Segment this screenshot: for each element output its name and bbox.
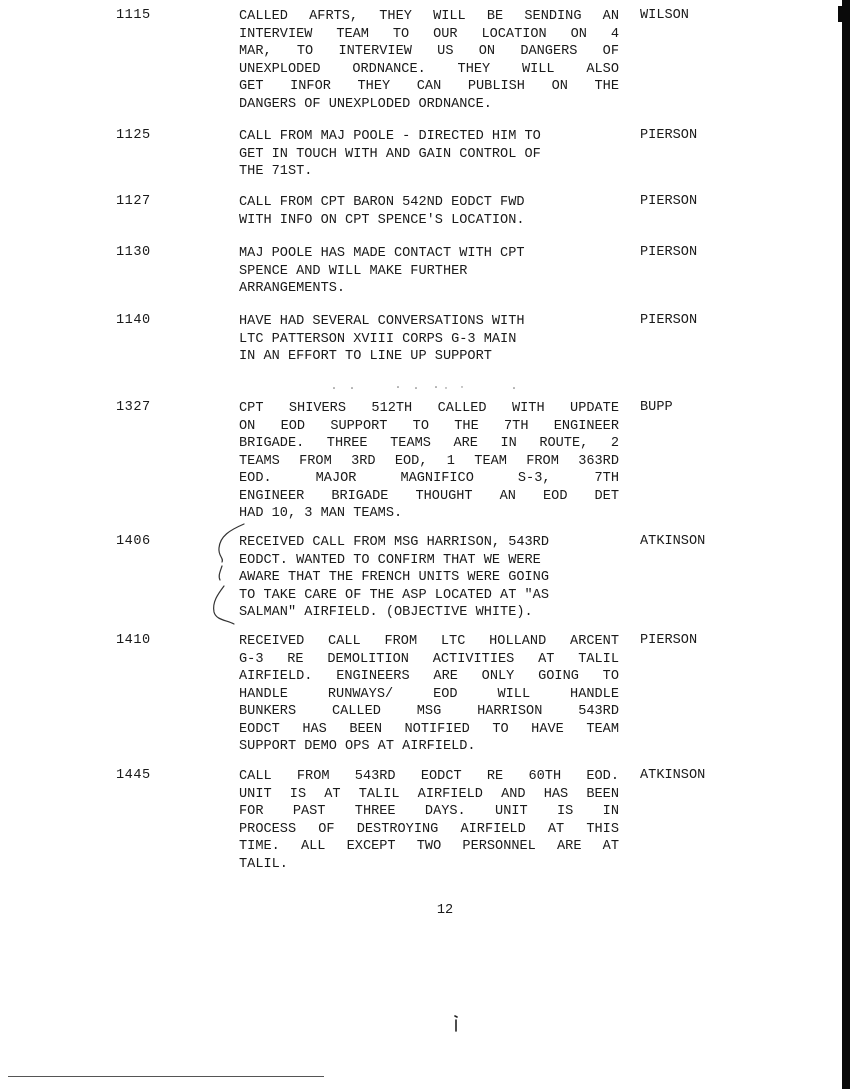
entry-name: ATKINSON (640, 534, 706, 549)
text-line: CPT SHIVERS 512TH CALLED WITH UPDATE (239, 401, 619, 416)
entry-time: 1140 (116, 313, 151, 328)
text-line: MAR, TO INTERVIEW US ON DANGERS OF (239, 44, 619, 59)
text-line: DANGERS OF UNEXPLODED ORDNANCE. (239, 96, 492, 112)
text-line: IN AN EFFORT TO LINE UP SUPPORT (239, 349, 492, 364)
entry-text (239, 194, 619, 229)
text-line: CALL FROM 543RD EODCT RE 60TH EOD. (239, 769, 619, 784)
text-line: INTERVIEW TEAM TO OUR LOCATION ON 4 (239, 26, 619, 42)
text-line: RECEIVED CALL FROM LTC HOLLAND ARCENT (239, 634, 619, 649)
entry-text (239, 313, 619, 366)
entry-text (239, 8, 619, 113)
text-line: CALL FROM CPT BARON 542ND EODCT FWD (239, 195, 525, 210)
entry-name: ATKINSON (640, 768, 706, 783)
text-line: G-3 RE DEMOLITION ACTIVITIES AT TALIL (239, 651, 619, 667)
text-line: AIRFIELD. ENGINEERS ARE ONLY GOING TO (239, 669, 619, 684)
text-line: GET IN TOUCH WITH AND GAIN CONTROL OF (239, 146, 541, 162)
stray-ink-mark (452, 1014, 460, 1034)
entry-time: 1406 (116, 534, 151, 549)
entry-text (239, 400, 619, 523)
text-line: HAVE HAD SEVERAL CONVERSATIONS WITH (239, 314, 525, 329)
text-line: ON EOD SUPPORT TO THE 7TH ENGINEER (239, 418, 619, 434)
text-line: EODCT. WANTED TO CONFIRM THAT WE WERE (239, 552, 541, 568)
entry-time: 1410 (116, 633, 151, 648)
entry-name: PIERSON (640, 633, 698, 648)
entry-time: 1130 (116, 245, 151, 260)
text-line: HAD 10, 3 MAN TEAMS. (239, 506, 403, 521)
entry-time: 1445 (116, 768, 151, 783)
scan-edge-line (8, 1076, 324, 1077)
entry-time: 1327 (116, 400, 151, 415)
text-line: HANDLE RUNWAYS/ EOD WILL HANDLE (239, 686, 619, 702)
text-line: SPENCE AND WILL MAKE FURTHER (239, 263, 468, 279)
text-line: CALL FROM MAJ POOLE - DIRECTED HIM TO (239, 129, 541, 144)
entry-name: PIERSON (640, 194, 698, 209)
text-line: WITH INFO ON CPT SPENCE'S LOCATION. (239, 212, 525, 228)
text-line: EOD. MAJOR MAGNIFICO S-3, 7TH (239, 471, 619, 486)
text-line: LTC PATTERSON XVIII CORPS G-3 MAIN (239, 331, 517, 347)
entry-time: 1115 (116, 8, 151, 23)
entry-name: BUPP (640, 400, 673, 415)
scan-speckle (330, 383, 520, 391)
text-line: SALMAN" AIRFIELD. (OBJECTIVE WHITE). (239, 605, 533, 620)
text-line: CALLED AFRTS, THEY WILL BE SENDING AN (239, 9, 619, 24)
entry-text (239, 245, 619, 298)
text-line: BUNKERS CALLED MSG HARRISON 543RD (239, 704, 619, 719)
text-line: SUPPORT DEMO OPS AT AIRFIELD. (239, 739, 476, 754)
entry-name: PIERSON (640, 128, 698, 143)
text-line: AWARE THAT THE FRENCH UNITS WERE GOING (239, 570, 549, 585)
text-line: FOR PAST THREE DAYS. UNIT IS IN (239, 804, 619, 819)
text-line: MAJ POOLE HAS MADE CONTACT WITH CPT (239, 246, 525, 261)
text-line: UNIT IS AT TALIL AIRFIELD AND HAS BEEN (239, 786, 619, 802)
text-line: ARRANGEMENTS. (239, 281, 346, 296)
text-line: TO TAKE CARE OF THE ASP LOCATED AT "AS (239, 587, 549, 603)
entry-name: PIERSON (640, 245, 698, 260)
entry-text (239, 128, 619, 181)
text-line: GET INFOR THEY CAN PUBLISH ON THE (239, 79, 619, 94)
text-line: TEAMS FROM 3RD EOD, 1 TEAM FROM 363RD (239, 453, 619, 469)
text-line: EODCT HAS BEEN NOTIFIED TO HAVE TEAM (239, 721, 619, 737)
entry-text (239, 633, 619, 756)
text-line: PROCESS OF DESTROYING AIRFIELD AT THIS (239, 821, 619, 837)
page-number: 12 (436, 903, 454, 918)
text-line: THE 71ST. (239, 164, 313, 179)
entry-text (239, 768, 619, 873)
text-line: BRIGADE. THREE TEAMS ARE IN ROUTE, 2 (239, 436, 619, 451)
text-line: ENGINEER BRIGADE THOUGHT AN EOD DET (239, 488, 619, 504)
text-line: TIME. ALL EXCEPT TWO PERSONNEL ARE AT (239, 839, 619, 854)
page-edge-border (842, 0, 850, 1089)
entry-time: 1127 (116, 194, 151, 209)
entry-name: WILSON (640, 8, 689, 23)
entry-name: PIERSON (640, 313, 698, 328)
text-line: TALIL. (239, 856, 288, 872)
handwritten-bracket-mark (200, 520, 248, 628)
entry-time: 1125 (116, 128, 151, 143)
text-line: UNEXPLODED ORDNANCE. THEY WILL ALSO (239, 61, 619, 77)
entry-text (239, 534, 619, 622)
text-line: RECEIVED CALL FROM MSG HARRISON, 543RD (239, 535, 549, 550)
